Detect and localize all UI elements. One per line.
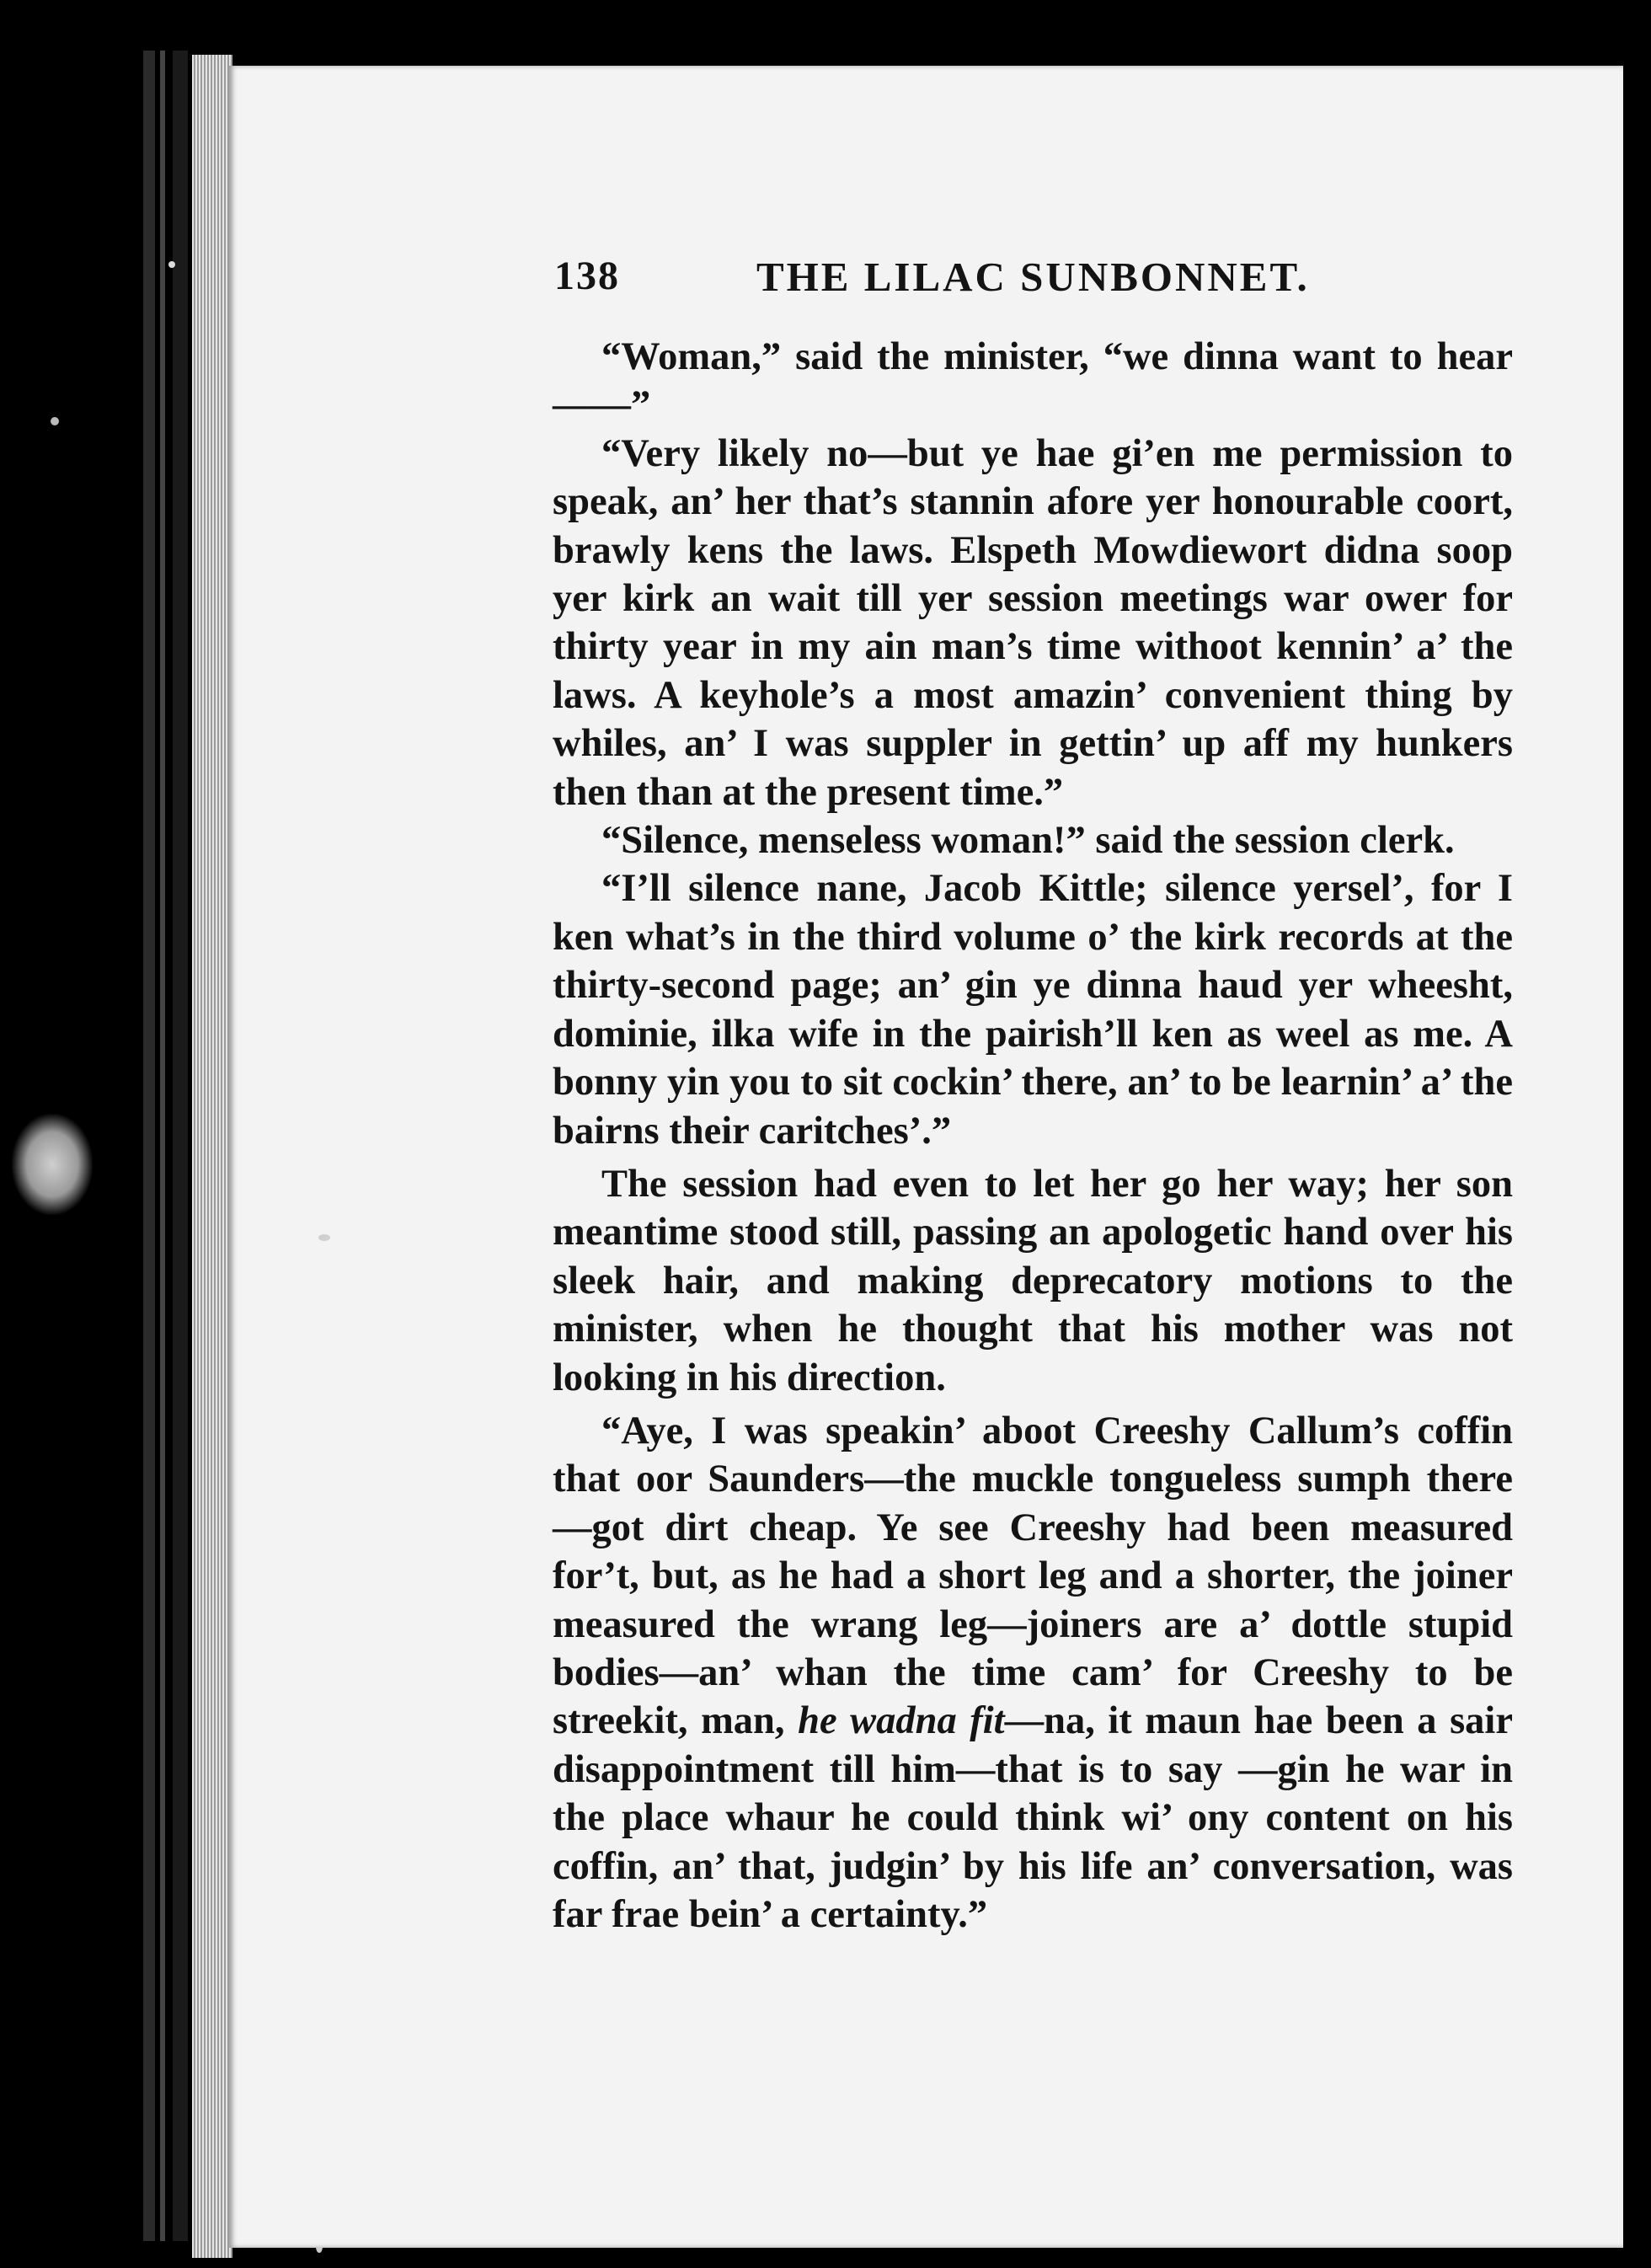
scan-blemish — [12, 1114, 93, 1215]
page-edges — [192, 55, 232, 2258]
running-title: THE LILAC SUNBONNET. — [756, 254, 1310, 300]
body-text — [553, 333, 1513, 1939]
paragraph: “Very likely no—but ye hae gi’en me permission to speak, an’ her that’s stannin afore yer honourable coort, brawly kens the laws. Elspeth Mowdiewort didna soop yer kirk an wait till yer session meetings war ower for thirty year in my ain man’s time withoot kennin’ a’ the laws. A keyhole’s a most amazin’ convenient thing by whiles, an’ I was suppler in gettin’ up aff my hunkers then than at the present time.” — [553, 431, 1513, 814]
paragraph-text: “Aye, I was speakin’ aboot Creeshy Callum’s coffin that oor Saunders—the muckle tongueless sumph there—got dirt cheap. Ye see Creeshy had been measured for’t, but, as he had a short leg and a shorter, the joiner measured the wrang leg—joiners are a’ dottle stupid bodies—an’ whan the time cam’ for Creeshy to be streekit, man, — [553, 1409, 1513, 1743]
paragraph: “I’ll silence nane, Jacob Kittle; silence yersel’, for I ken what’s in the third volume o’ the kirk records at the thirty-second page; an’ gin ye dinna haud yer wheesht, dominie, ilka wife in the pairish’ll ken as weel as me. A bonny yin you to sit cockin’ there, an’ to be learnin’ a’ the bairns their caritches’.” — [553, 867, 1513, 1153]
scan-speck — [51, 417, 59, 425]
scan-speck — [168, 261, 175, 268]
paragraph: “Woman,” said the minister, “we dinna want to hear——” — [553, 335, 1513, 427]
page-number: 138 — [554, 254, 620, 298]
paragraph-text: —na, it maun hae been a sair disappointment till him—that is to say —gin he war in the place whaur he could think wi’ ony content on his coffin, an’ that, judgin’ by his life an’ conversation, was far frae bein’ a certainty.” — [553, 1699, 1513, 1936]
paragraph: “Silence, menseless woman!” said the session clerk. — [601, 819, 1455, 863]
book-spine-edge — [143, 51, 155, 2241]
scan-speck — [318, 1234, 330, 1241]
paragraph — [553, 1407, 1513, 1939]
book-spine-edge — [160, 51, 165, 2241]
book-spine-edge — [173, 51, 188, 2241]
paragraph: The session had even to let her go her way; her son meantime stood still, passing an apologetic hand over his sleek hair, and making deprecatory motions to the minister, when he thought that his mother was not looking in his direction. — [553, 1162, 1513, 1399]
italic-phrase: he wadna fit — [798, 1699, 1005, 1743]
running-head — [554, 253, 1397, 320]
